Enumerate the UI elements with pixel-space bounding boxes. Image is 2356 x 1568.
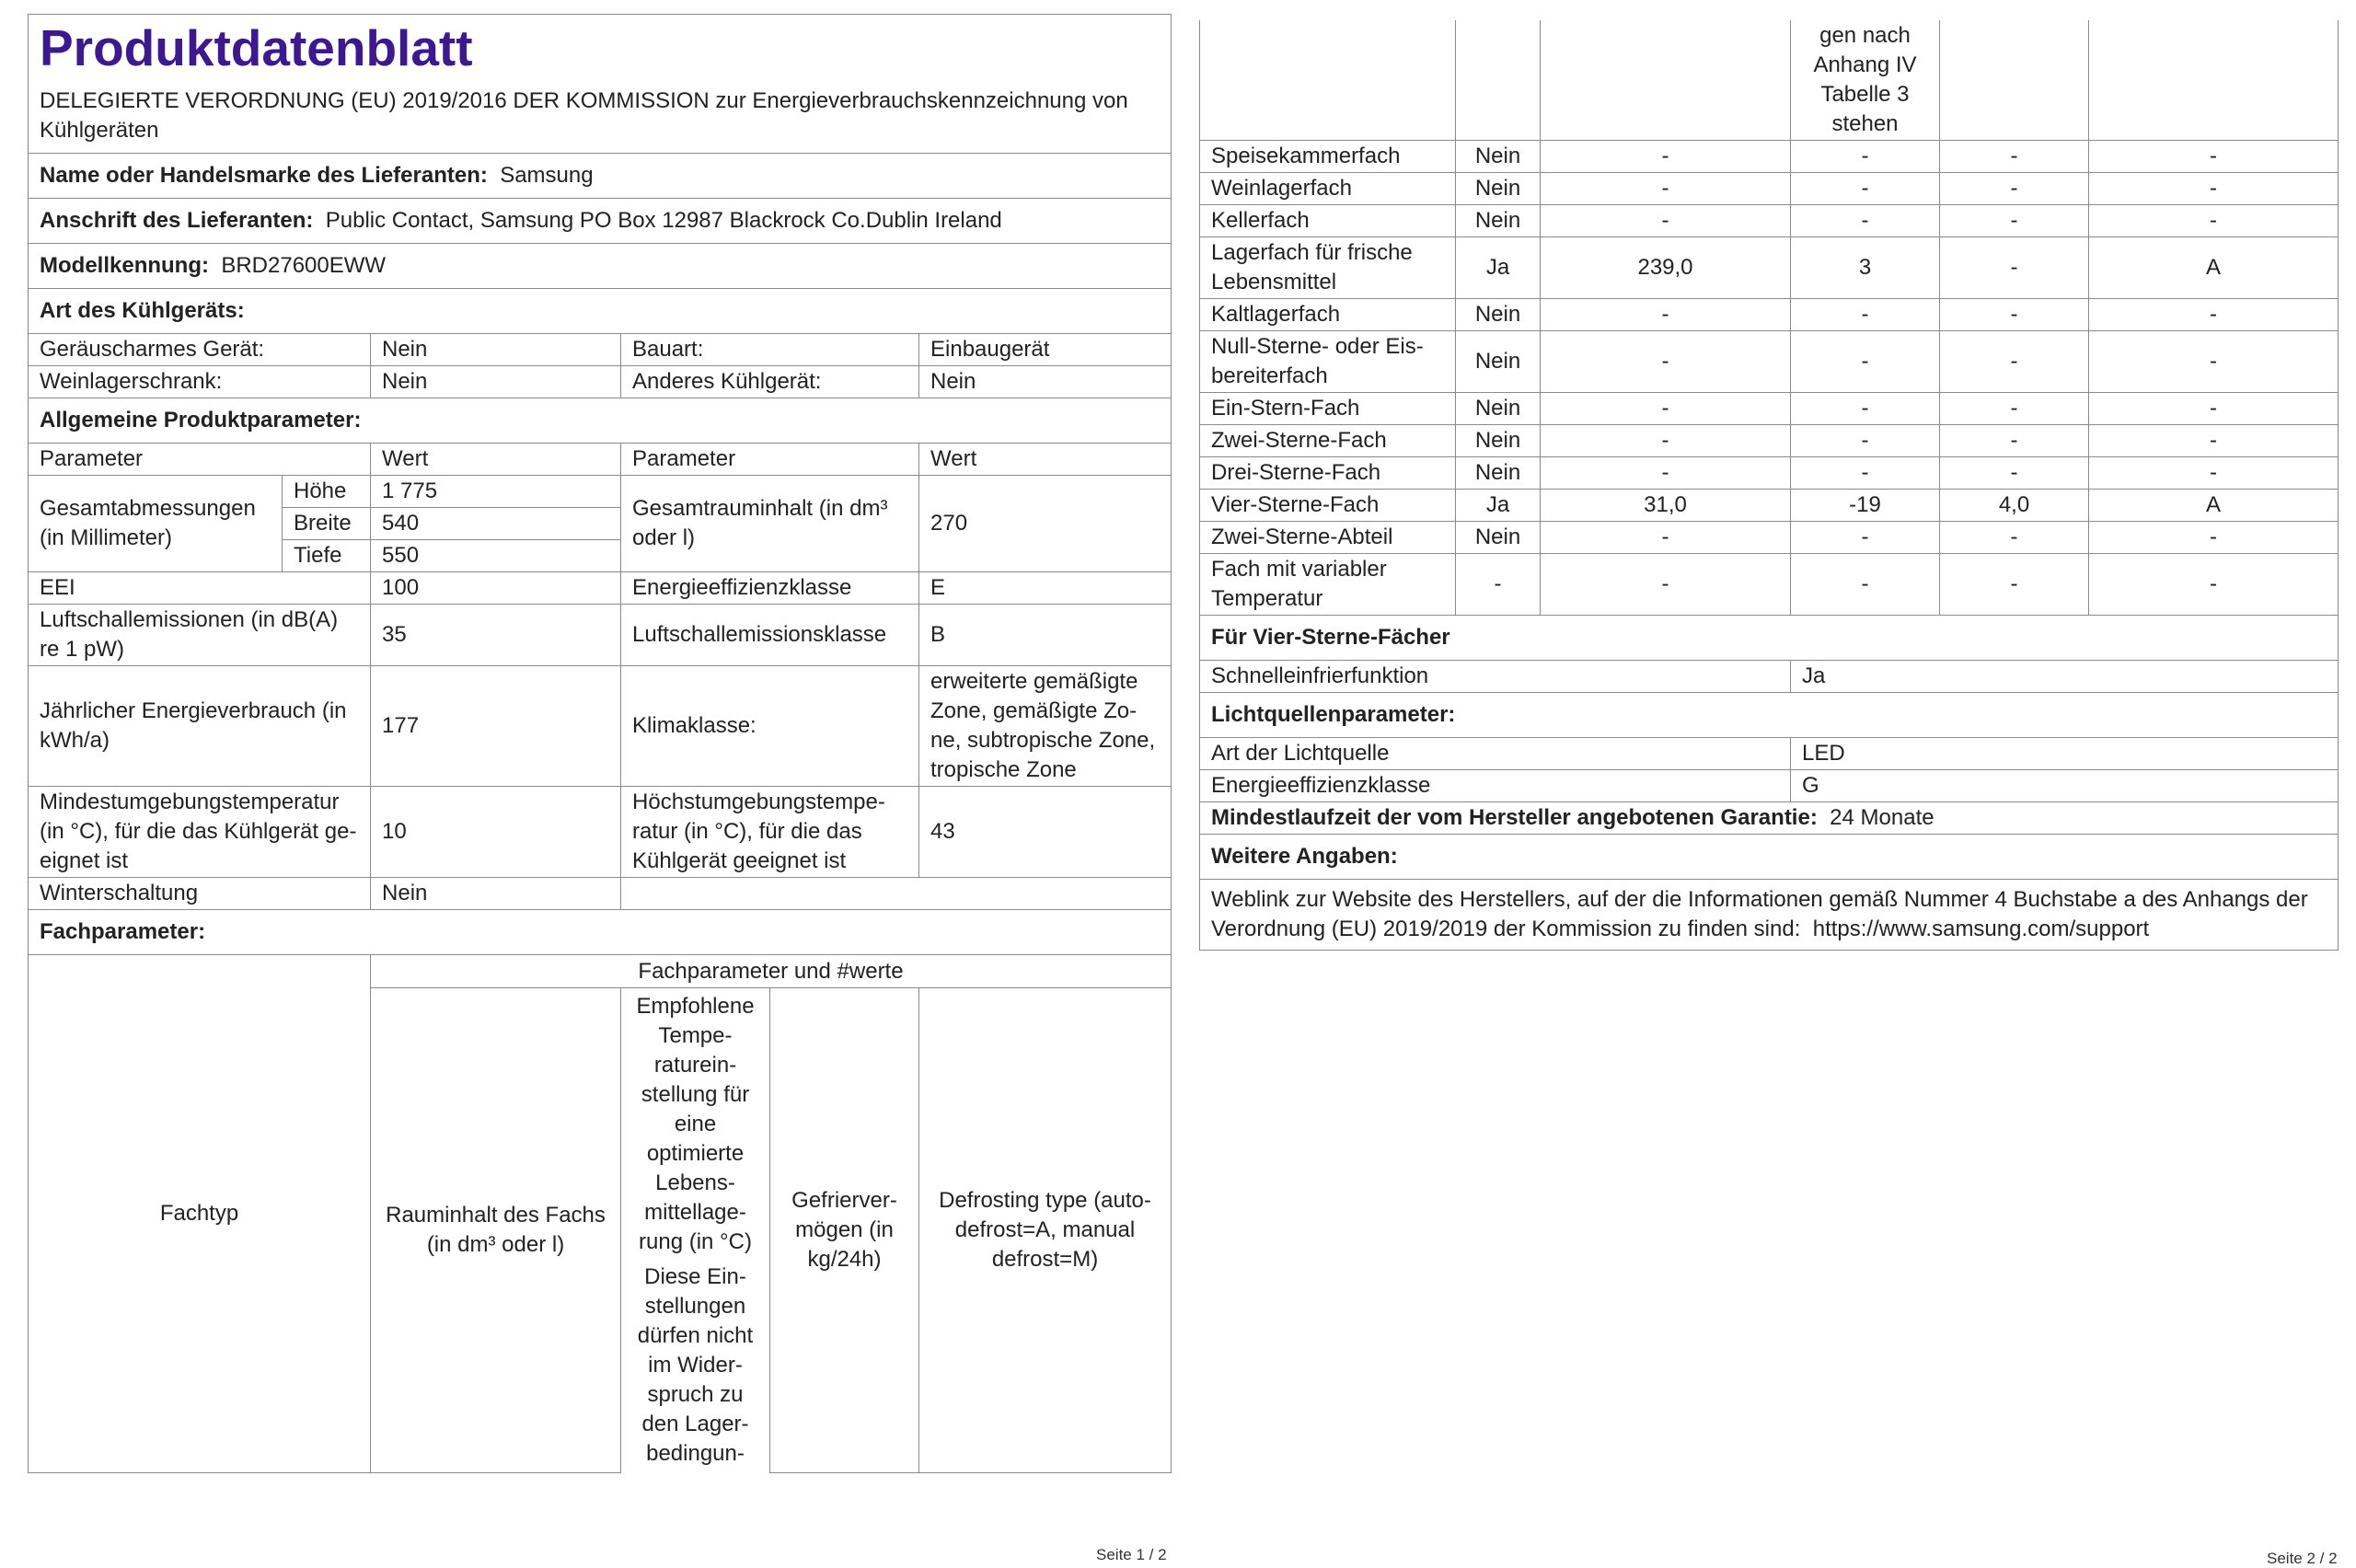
compartment-value-cell: - xyxy=(1940,173,2089,205)
freeze-capacity-column-header: Gefriervermögen (in kg/24h) xyxy=(770,988,919,1473)
model-value: BRD27600EWW xyxy=(221,253,387,278)
compartment-value-cell: - xyxy=(1940,299,2089,331)
table-cell: Nein xyxy=(919,366,1172,398)
compartment-value-cell: - xyxy=(1791,457,1940,490)
compartment-value-cell: - xyxy=(2089,554,2339,616)
table-cell: Nein xyxy=(371,366,621,398)
table-row xyxy=(29,334,1172,366)
table-row xyxy=(29,398,1172,444)
page-title: Produktdatenblatt xyxy=(40,19,473,76)
compartment-value-cell: A xyxy=(2089,490,2339,522)
compartment-type-cell: Zwei-Sterne-Abteil xyxy=(1200,522,1456,554)
compartment-value-cell: Nein xyxy=(1456,331,1541,393)
table-cell: Energieeffizienzklasse xyxy=(621,572,919,605)
volume-label: Gesamtrauminhalt (in dm³ oder l) xyxy=(621,476,919,572)
table-cell: Luftschallemissionsklasse xyxy=(621,605,919,666)
compartment-value-cell: - xyxy=(1456,554,1541,616)
table-header-row xyxy=(29,444,1172,476)
table-row xyxy=(29,666,1172,787)
compartment-value-cell: - xyxy=(1541,554,1791,616)
table-cell: B xyxy=(919,605,1172,666)
temperature-header-text: Empfohlene Temperatureinstellung für eine optimierte Lebensmittellagerung (in °C) xyxy=(636,994,755,1254)
compartment-row xyxy=(1200,331,2339,393)
page-2 xyxy=(1199,20,2339,951)
compartment-value-cell: - xyxy=(2089,457,2339,490)
table-cell: Klimaklasse: xyxy=(621,666,919,787)
compartment-row xyxy=(1200,522,2339,554)
table-row xyxy=(1200,770,2339,802)
compartment-value-cell: - xyxy=(1791,205,1940,237)
dimensions-label: Gesamtabmessungen (in Millimeter) xyxy=(29,476,283,572)
fast-freeze-label: Schnelleinfrierfunktion xyxy=(1200,661,1791,693)
compartment-value-cell: - xyxy=(1541,331,1791,393)
warranty-label: Mindestlaufzeit der vom Hersteller angebotenen Garantie: xyxy=(1211,805,1818,830)
table-row xyxy=(29,910,1172,955)
table-cell: Mindestumgebungstemperatur (in °C), für die das Kühlgerät geeignet ist xyxy=(29,787,371,878)
column-header: Wert xyxy=(371,444,621,476)
temperature-header-continuation: gen nach Anhang IV Tabelle 3 stehen xyxy=(1791,20,1940,141)
table-row xyxy=(29,572,1172,605)
compartment-type-cell: Kaltlagerfach xyxy=(1200,299,1456,331)
table-row xyxy=(29,787,1172,878)
compartment-value-cell: - xyxy=(1791,554,1940,616)
compartment-row xyxy=(1200,457,2339,490)
table-row xyxy=(1200,20,2339,141)
compartment-value-cell: - xyxy=(1791,141,1940,173)
page-1-footer: Seite 1 / 2 xyxy=(1096,1546,1167,1563)
compartment-type-cell: Drei-Sterne-Fach xyxy=(1200,457,1456,490)
volume-column-header: Rauminhalt des Fachs (in dm³ oder l) xyxy=(371,988,621,1473)
supplier-name-label: Name oder Handelsmarke des Lieferanten: xyxy=(40,163,488,188)
width-label: Breite xyxy=(283,508,371,540)
compartment-value-cell: - xyxy=(1541,522,1791,554)
compartment-value-cell: - xyxy=(2089,205,2339,237)
table-row xyxy=(1200,661,2339,693)
depth-value: 550 xyxy=(371,540,621,572)
compartment-row xyxy=(1200,425,2339,457)
table-cell: Geräuscharmes Gerät: xyxy=(29,334,371,366)
table-cell: 100 xyxy=(371,572,621,605)
compartment-value-cell: - xyxy=(1940,522,2089,554)
volume-value: 270 xyxy=(919,476,1172,572)
compartment-rows xyxy=(1200,141,2339,616)
supplier-address-label: Anschrift des Lieferanten: xyxy=(40,208,314,233)
compartment-value-cell: Nein xyxy=(1456,425,1541,457)
temperature-header-note: Diese Einstellungen dürfen nicht im Widerspruch zu den Lagerbedingun- xyxy=(637,1264,754,1466)
model-row xyxy=(29,244,1171,289)
compartment-value-cell: - xyxy=(1541,173,1791,205)
empty-cell xyxy=(1541,20,1791,141)
compartment-value-cell: - xyxy=(2089,393,2339,425)
table-row xyxy=(1200,835,2339,880)
table-row xyxy=(1200,693,2339,738)
compartment-table xyxy=(1199,20,2339,616)
compartment-value-cell: - xyxy=(1940,457,2089,490)
empty-cell xyxy=(1200,20,1456,141)
compartment-value-cell: Nein xyxy=(1456,141,1541,173)
compartment-value-cell: Nein xyxy=(1456,522,1541,554)
table-cell: 35 xyxy=(371,605,621,666)
table-cell: erweiterte gemäßigte Zone, gemäßigte Zone, subtropische Zone, tropische Zone xyxy=(919,666,1172,787)
compartment-type-cell: Kellerfach xyxy=(1200,205,1456,237)
compartment-value-cell: Nein xyxy=(1456,299,1541,331)
compartment-value-cell: - xyxy=(1940,141,2089,173)
weblink-url[interactable]: https://www.samsung.com/support xyxy=(1812,917,2150,941)
compartment-value-cell: - xyxy=(2089,173,2339,205)
compartment-type-cell: Null-Sterne- oder Eisbereiterfach xyxy=(1200,331,1456,393)
compartment-value-cell: Ja xyxy=(1456,237,1541,299)
supplier-name-row xyxy=(29,154,1171,199)
supplier-name-value: Samsung xyxy=(500,163,594,188)
table-row xyxy=(29,878,1172,910)
general-params-header: Allgemeine Produktparameter: xyxy=(29,398,1172,444)
compartment-value-cell: - xyxy=(1940,393,2089,425)
four-star-header: Für Vier-Sterne-Fächer xyxy=(1200,616,2339,661)
empty-cell xyxy=(1940,20,2089,141)
winter-value: Nein xyxy=(371,878,621,910)
height-label: Höhe xyxy=(283,476,371,508)
compartment-row xyxy=(1200,237,2339,299)
compartment-value-cell: - xyxy=(1541,425,1791,457)
page-1 xyxy=(28,14,1172,1473)
light-type-value: LED xyxy=(1791,738,2339,770)
compartment-value-cell: - xyxy=(1791,425,1940,457)
compartment-value-cell: Nein xyxy=(1456,173,1541,205)
table-cell: E xyxy=(919,572,1172,605)
table-row xyxy=(1200,802,2339,835)
appliance-type-header: Art des Kühlgeräts: xyxy=(40,298,245,323)
fast-freeze-value: Ja xyxy=(1791,661,2339,693)
table-row xyxy=(1200,880,2339,951)
page-2-footer: Seite 2 / 2 xyxy=(2267,1550,2338,1567)
compartment-row xyxy=(1200,490,2339,522)
table-row xyxy=(29,605,1172,666)
table-row xyxy=(29,366,1172,398)
light-class-label: Energieeffizienzklasse xyxy=(1200,770,1791,802)
compartment-value-cell: - xyxy=(1940,554,2089,616)
model-label: Modellkennung: xyxy=(40,253,209,278)
supplier-address-row xyxy=(29,199,1171,244)
compartment-row xyxy=(1200,554,2339,616)
compartment-type-cell: Vier-Sterne-Fach xyxy=(1200,490,1456,522)
compartment-type-cell: Ein-Stern-Fach xyxy=(1200,393,1456,425)
column-header: Parameter xyxy=(29,444,371,476)
compartment-row xyxy=(1200,299,2339,331)
page-1-frame xyxy=(28,14,1172,334)
compartment-type-cell: Zwei-Sterne-Fach xyxy=(1200,425,1456,457)
table-row xyxy=(29,955,1172,988)
column-header: Parameter xyxy=(621,444,919,476)
compartment-value-cell: 3 xyxy=(1791,237,1940,299)
compartment-value-cell: - xyxy=(1940,425,2089,457)
defrost-column-header: Defrosting type (auto-defrost=A, manual defrost=M) xyxy=(919,988,1172,1473)
table-cell: Bauart: xyxy=(621,334,919,366)
compartment-value-cell: -19 xyxy=(1791,490,1940,522)
table-cell: 177 xyxy=(371,666,621,787)
table-cell: Höchstumgebungstemperatur (in °C), für die das Kühlgerät geeignet ist xyxy=(621,787,919,878)
column-header: Wert xyxy=(919,444,1172,476)
compartment-value-cell: - xyxy=(2089,331,2339,393)
table-cell: Einbaugerät xyxy=(919,334,1172,366)
compartment-type-cell: Speisekammerfach xyxy=(1200,141,1456,173)
compartment-row xyxy=(1200,393,2339,425)
table-cell: 43 xyxy=(919,787,1172,878)
warranty-value: 24 Monate xyxy=(1830,805,1934,830)
compartment-value-cell: Ja xyxy=(1456,490,1541,522)
compartment-value-cell: 4,0 xyxy=(1940,490,2089,522)
fachtyp-header: Fachtyp xyxy=(29,955,371,1473)
table-cell: EEI xyxy=(29,572,371,605)
empty-cell xyxy=(2089,20,2339,141)
table-row xyxy=(1200,616,2339,661)
compartment-value-cell: Nein xyxy=(1456,393,1541,425)
table-cell: Jährlicher Energieverbrauch (in kWh/a) xyxy=(29,666,371,787)
supplier-address-value: Public Contact, Samsung PO Box 12987 Blackrock Co.Dublin Ireland xyxy=(325,208,1002,233)
empty-cell xyxy=(621,878,1172,910)
empty-cell xyxy=(1456,20,1541,141)
compartment-value-cell: - xyxy=(1541,299,1791,331)
compartment-value-cell: - xyxy=(1791,173,1940,205)
table-cell: Luftschallemissionen (in dB(A) re 1 pW) xyxy=(29,605,371,666)
compartment-value-cell: Nein xyxy=(1456,457,1541,490)
compartment-row xyxy=(1200,205,2339,237)
compartment-value-cell: - xyxy=(1541,393,1791,425)
table-cell: Weinlagerschrank: xyxy=(29,366,371,398)
compartment-value-cell: - xyxy=(1791,522,1940,554)
compartment-header-table xyxy=(28,954,1172,1473)
compartment-values-header: Fachparameter und #werte xyxy=(371,955,1172,988)
table-cell: Nein xyxy=(371,334,621,366)
compartment-value-cell: - xyxy=(1541,457,1791,490)
regulation-text: DELEGIERTE VERORDNUNG (EU) 2019/2016 DER KOMMISSION zur Energieverbrauchskennzeichnung von Kühlgeräten xyxy=(29,81,1171,154)
light-class-value: G xyxy=(1791,770,2339,802)
table-row xyxy=(1200,738,2339,770)
more-info-header: Weitere Angaben: xyxy=(1200,835,2339,880)
light-source-header: Lichtquellenparameter: xyxy=(1200,693,2339,738)
temperature-column-header xyxy=(621,988,770,1473)
depth-label: Tiefe xyxy=(283,540,371,572)
compartment-type-cell: Fach mit variabler Temperatur xyxy=(1200,554,1456,616)
compartment-value-cell: - xyxy=(1940,205,2089,237)
compartment-value-cell: - xyxy=(1541,141,1791,173)
extra-params-table xyxy=(1199,615,2339,951)
compartment-row xyxy=(1200,141,2339,173)
compartment-value-cell: 31,0 xyxy=(1541,490,1791,522)
compartment-value-cell: - xyxy=(1541,205,1791,237)
compartment-value-cell: - xyxy=(1791,393,1940,425)
compartment-value-cell: - xyxy=(2089,141,2339,173)
compartment-value-cell: - xyxy=(1791,331,1940,393)
compartment-type-cell: Lagerfach für frische Lebensmittel xyxy=(1200,237,1456,299)
general-params-table xyxy=(28,443,1172,955)
appliance-type-table xyxy=(28,333,1172,444)
compartment-value-cell: 239,0 xyxy=(1541,237,1791,299)
compartment-value-cell: A xyxy=(2089,237,2339,299)
weblink-text: Weblink zur Website des Herstellers, auf der die Informationen gemäß Nummer 4 Buchstabe a des Anhangs der Verordnung (EU) 2019/2019 der Kommission zu finden sind: xyxy=(1211,887,2308,941)
compartment-params-header: Fachparameter: xyxy=(29,910,1172,955)
table-cell: Anderes Kühlgerät: xyxy=(621,366,919,398)
table-row xyxy=(29,476,1172,508)
width-value: 540 xyxy=(371,508,621,540)
compartment-value-cell: - xyxy=(2089,425,2339,457)
compartment-type-cell: Weinlagerfach xyxy=(1200,173,1456,205)
table-cell: 10 xyxy=(371,787,621,878)
compartment-value-cell: - xyxy=(1940,331,2089,393)
light-type-label: Art der Lichtquelle xyxy=(1200,738,1791,770)
compartment-value-cell: - xyxy=(2089,522,2339,554)
compartment-value-cell: Nein xyxy=(1456,205,1541,237)
compartment-value-cell: - xyxy=(1940,237,2089,299)
compartment-value-cell: - xyxy=(2089,299,2339,331)
warranty-row xyxy=(1200,802,2339,835)
winter-label: Winterschaltung xyxy=(29,878,371,910)
height-value: 1 775 xyxy=(371,476,621,508)
compartment-row xyxy=(1200,173,2339,205)
weblink-row xyxy=(1200,880,2339,951)
compartment-value-cell: - xyxy=(1791,299,1940,331)
